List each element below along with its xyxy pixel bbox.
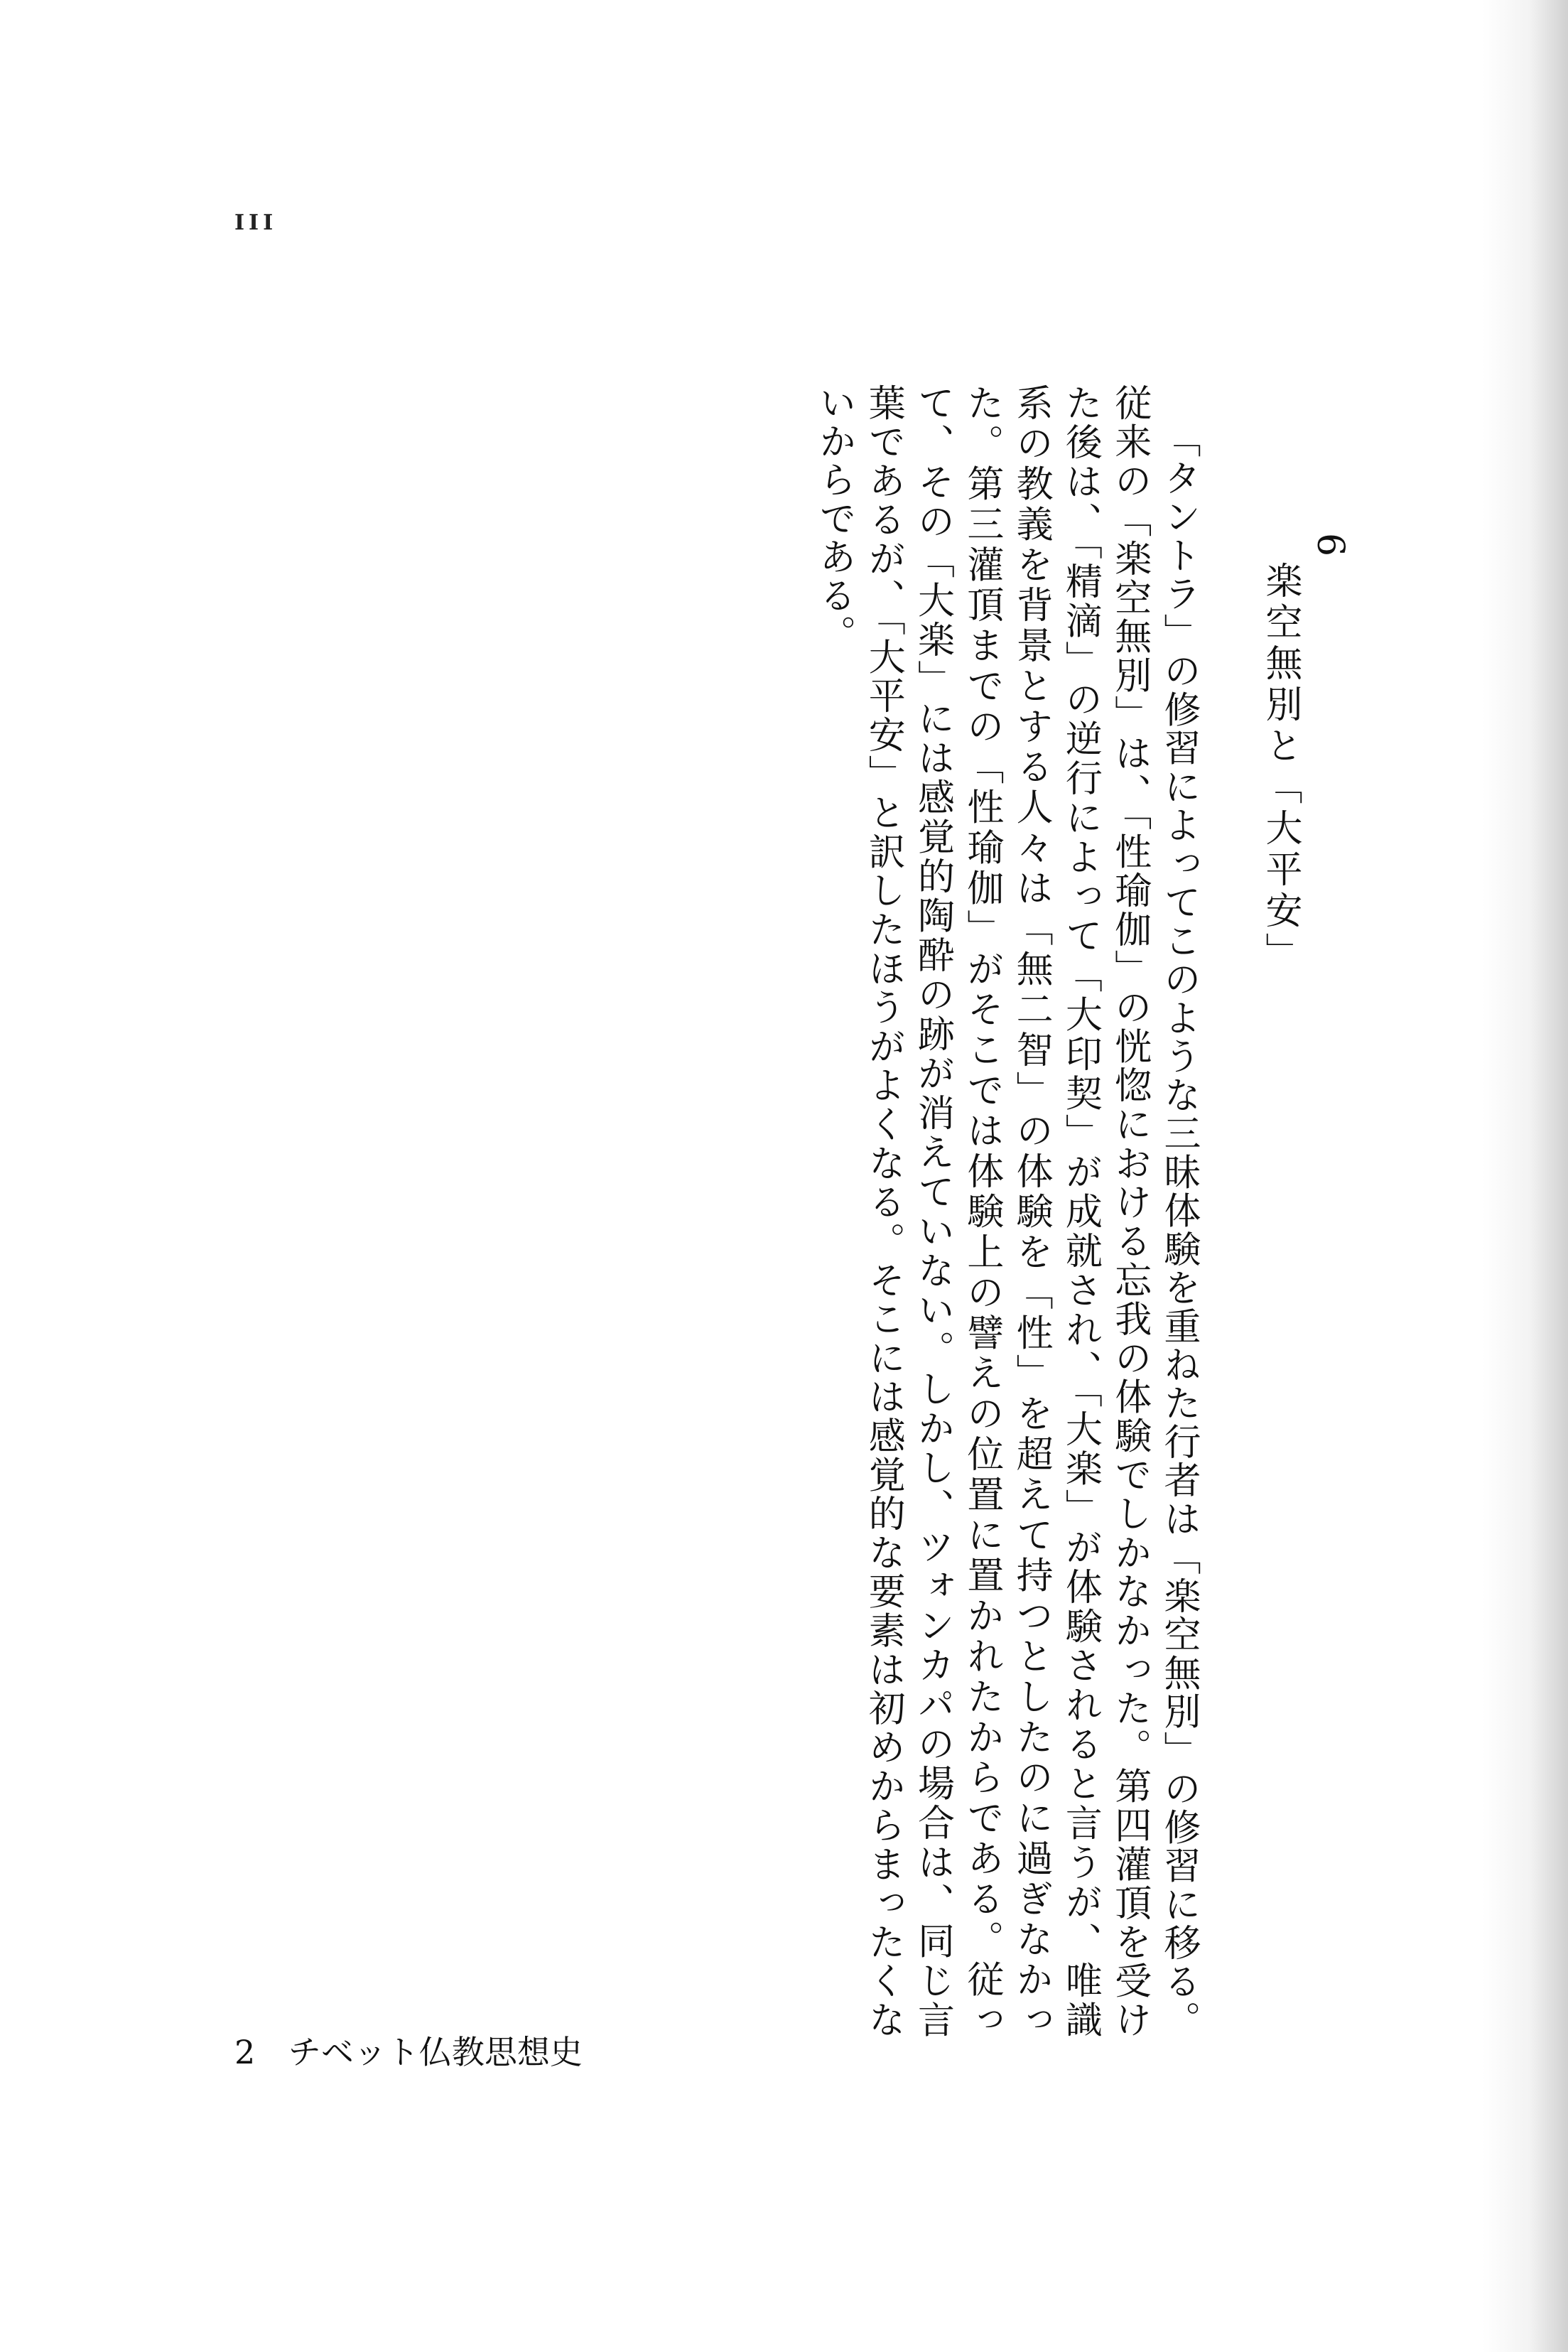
section-number: 6: [1309, 533, 1351, 561]
section-heading: [1255, 533, 1355, 2039]
book-title: チベット仏教思想史: [288, 2033, 583, 2071]
section-title: 楽空無別と「大平安」: [1259, 561, 1302, 973]
page-number: 2: [234, 2033, 256, 2071]
page-footer: [234, 2027, 583, 2073]
page-top-marker: III: [234, 210, 278, 235]
vertical-text-block: [0, 384, 1355, 2039]
page-edge-shadow: [1483, 0, 1568, 2352]
paragraph-1: 「タントラ」の修習によってこのような三昧体験を重ねた行者は「楽空無別」の修習に移る。従来の「楽空無別」は、「性瑜伽」の恍惚における忘我の体験でしかなかった。第四灌頂を受けた後は、「精滴」の逆行によって「大印契」が成就され、「大楽」が体験されると言うが、唯識系の教義を背景とする人々は「無二智」の体験を「性」を超えて持つとしたのに過ぎなかった。第三灌頂までの「性瑜伽」がそこでは体験上の譬えの位置に置かれたからである。従って、その「大楽」には感覚的陶酔の跡が消えていない。しかし、ツォンカパの場合は、同じ言葉であるが、「大平安」と訳したほうがよくなる。そこには感覚的な要素は初めからまったくないからである。: [812, 384, 1200, 2039]
